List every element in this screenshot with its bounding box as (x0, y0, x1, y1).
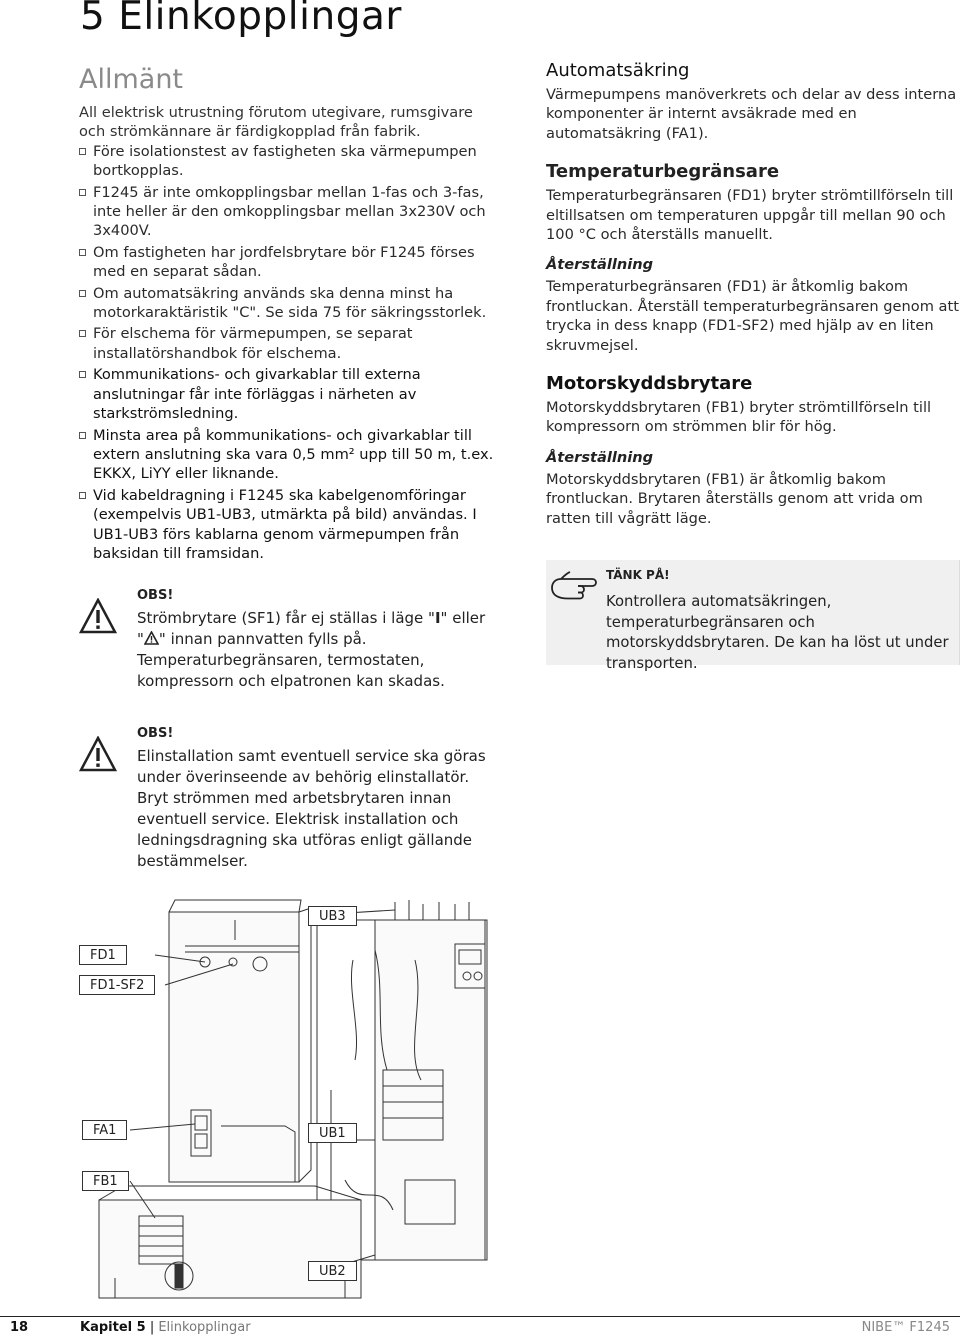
tip-title: TÄNK PÅ! (606, 568, 670, 582)
label-fd1-sf2: FD1-SF2 (79, 975, 155, 995)
bullet-square-icon (79, 189, 86, 196)
bullet-square-icon (79, 148, 86, 155)
paragraph-aterstallning-2: Motorskyddsbrytaren (FB1) är åtkomlig bakom frontluckan. Brytaren återställs genom att vrida om ratten till vågrätt läge. (546, 470, 923, 527)
bullet-square-icon (79, 492, 86, 499)
list-item: Vid kabeldragning i F1245 ska kabelgenomföringar (exempelvis UB1-UB3, utmärkta på bild) användas. I UB1-UB3 förs kablarna genom värmepumpen från baksidan till framsidan. (79, 486, 499, 564)
chapter-title: 5 Elinkopplingar (80, 0, 402, 39)
list-item: Om fastigheten har jordfelsbrytare bör F1245 förses med en separat sådan. (79, 243, 499, 282)
heading-temperaturbegransare: Temperaturbegränsare (546, 161, 780, 183)
warning-title: OBS! (137, 726, 174, 741)
bullet-square-icon (79, 290, 86, 297)
bullet-square-icon (79, 330, 86, 337)
heat-pump-drawing (75, 880, 495, 1300)
list-item: Minsta area på kommunikations- och givarkablar till extern anslutning ska vara 0,5 mm² upp till 50 m, t.ex. EKKX, LiYY eller liknande. (79, 426, 499, 484)
paragraph-motorskyddsbrytare: Motorskyddsbrytaren (FB1) bryter strömtillförseln till kompressorn om strömmen blir för hög. (546, 399, 932, 436)
heat-pump-figure (75, 880, 495, 1300)
warning-box-switch (79, 588, 491, 713)
paragraph-aterstallning-1: Temperaturbegränsaren (FD1) är åtkomlig bakom frontluckan. Återställ temperaturbegränsaren genom att trycka in dess knapp (FD1-SF2) med hjälp av en liten skruvmejsel. (546, 278, 959, 354)
footer-brand: NIBE™ F1245 (861, 1320, 950, 1335)
tip-box (546, 560, 960, 672)
list-item: F1245 är inte omkopplingsbar mellan 1-fas och 3-fas, inte heller är den omkopplingsbar mellan 3x230V och 3x400V. (79, 183, 499, 241)
warning-box-installation (79, 726, 491, 876)
paragraph-automatsakring: Värmepumpens manöverkrets och delar av dess interna komponenter är internt avsäkrade med en automatsäkring (FA1). (546, 86, 957, 142)
bullet-square-icon (79, 249, 86, 256)
warning-text: Elinstallation samt eventuell service ska göras under överinseende av behörig elinstallatör. Bryt strömmen med arbetsbrytaren innan eventuell service. Elektrisk installation och ledningsdragning ska utföras enligt gällande bestämmelser. (137, 747, 486, 870)
position-i-symbol: I (434, 609, 441, 627)
label-ub1: UB1 (308, 1123, 357, 1143)
heading-aterstallning-1: Återställning (546, 256, 654, 274)
bullet-list (79, 142, 499, 564)
tip-text: Kontrollera automatsäkringen, temperaturbegränsaren och motorskyddsbrytaren. De kan ha löst ut under transporten. (606, 593, 949, 672)
section-heading-allmant: Allmänt (79, 64, 184, 95)
bullet-square-icon (79, 432, 86, 439)
page-number: 18 (10, 1320, 29, 1335)
list-item: Om automatsäkring används ska denna minst ha motorkaraktäristik "C". Se sida 75 för säkringsstorlek. (79, 284, 499, 323)
label-fb1: FB1 (82, 1171, 129, 1191)
left-column (79, 60, 499, 565)
heading-motorskyddsbrytare: Motorskyddsbrytare (546, 373, 753, 395)
position-warning-symbol-icon (144, 631, 159, 645)
intro-paragraph: All elektrisk utrustning förutom utegivare, rumsgivare och strömkännare är färdigkopplad från fabrik. (79, 104, 473, 141)
warning-triangle-icon (79, 736, 117, 772)
warning-triangle-icon (79, 598, 117, 634)
label-ub3: UB3 (308, 906, 357, 926)
list-item: För elschema för värmepumpen, se separat installatörshandbok för elschema. (79, 324, 499, 363)
footer-rule (0, 1316, 960, 1317)
label-ub2: UB2 (308, 1261, 357, 1281)
right-column (546, 60, 960, 528)
paragraph-temperaturbegransare: Temperaturbegränsaren (FD1) bryter strömtillförseln till eltillsatsen om temperaturen uppgår till mellan 90 och 100 °C och återställs manuellt. (546, 187, 954, 244)
heading-automatsakring: Automatsäkring (546, 60, 690, 81)
warning-title: OBS! (137, 588, 174, 603)
warning-text: Strömbrytare (SF1) får ej ställas i läge "I" eller " " innan pannvatten fylls på. Temperaturbegränsaren, termostaten, kompressorn och elpatronen kan skadas. (137, 609, 486, 690)
bullet-square-icon (79, 371, 86, 378)
list-item: Kommunikations- och givarkablar till externa anslutningar får inte förläggas i närheten av starkströmsledning. (79, 365, 499, 423)
list-item: Före isolationstest av fastigheten ska värmepumpen bortkopplas. (79, 142, 499, 181)
label-fd1: FD1 (79, 945, 127, 965)
pointing-hand-icon (548, 568, 600, 602)
heading-aterstallning-2: Återställning (546, 448, 654, 466)
label-fa1: FA1 (82, 1120, 127, 1140)
footer-chapter: Kapitel 5 | Elinkopplingar (80, 1320, 251, 1335)
